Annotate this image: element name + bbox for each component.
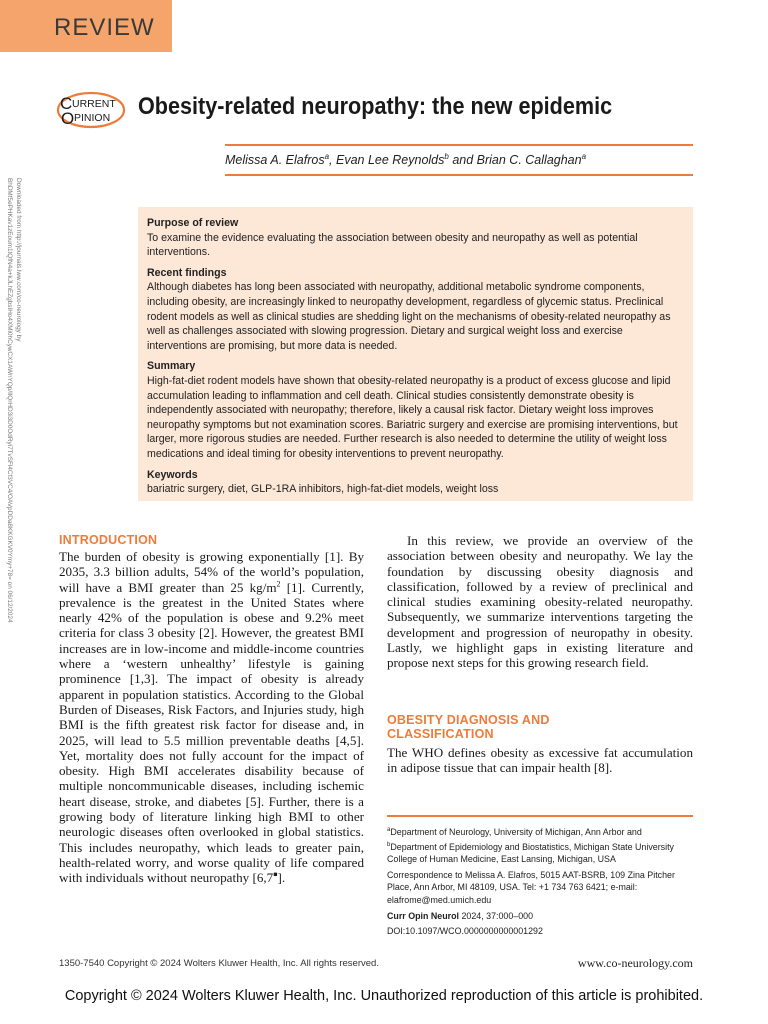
author-affiliation: a — [324, 152, 330, 161]
correspondence: Correspondence to Melissa A. Elafros, 5015 AAT-BSRB, 109 Zina Pitcher Place, Ann Arbor, MI 48109, USA. Tel: +1 734 763 6421; e-mail: elafrome@med.umich.edu — [387, 869, 675, 905]
overview-column — [387, 533, 693, 671]
download-notice — [8, 178, 40, 638]
footer-copyright: 1350-7540 Copyright © 2024 Wolters Kluwer Health, Inc. All rights reserved. — [59, 958, 379, 969]
introduction-heading: INTRODUCTION — [59, 533, 158, 547]
diagnosis-paragraph: The WHO defines obesity as excessive fat accumulation in adipose tissue that can impair health [8]. — [387, 745, 693, 776]
author-list: Melissa A. Elafros$^a$, Evan Lee Reynolds$^b$ and Brian C. Callaghan$^a$ — [225, 152, 587, 168]
footnotes — [387, 824, 693, 941]
author-name: Evan Lee Reynolds — [335, 153, 445, 168]
diagnosis-heading: OBESITY DIAGNOSIS AND CLASSIFICATION — [387, 713, 550, 741]
affiliations: $^a$Department of Neurology, University of Michigan, Ann Arbor and $^b$Department of Epidemiology and Biostatistics, Michigan State University College of Human Medicine, East Lansing, Michigan, USA — [387, 826, 674, 865]
title-rule — [225, 144, 693, 146]
logo-initial-o: O — [61, 109, 75, 128]
journal-website-link[interactable]: www.co-neurology.com — [577, 956, 693, 970]
download-notice-text: Downloaded from http://journals.lww.com/co-neurology by BhDMf5ePHKav1zEoum1tQfN4a+kJLhEZgbsIHo4XMi0hCywCX1AWnYQp/IlQrHD3i3D0OdRyi7TvSFl4Cf3VC4/OAVpDDa8KKGKV0Ymy+78= on 06/12/2024 — [6, 178, 22, 623]
article-title: Obesity-related neuropathy: the new epidemic — [138, 93, 613, 120]
introduction-column — [59, 533, 364, 886]
findings-heading: Recent findings — [147, 266, 227, 279]
citation-marker: ■ — [273, 870, 278, 879]
footnote-rule — [387, 815, 693, 817]
introduction-paragraph: The burden of obesity is growing exponentially [1]. By 2035, 3.3 billion adults, 54% of the world’s population, will have a BMI greater than 25 $kg/m^2$ [1]. Currently, prevalence is the greatest in the United States where nearly 42% of the population is obese and 9.2% meet criteria for class 3 obesity [2]. However, the greatest BMI increases are in low-income and middle-income countries where a ‘western unhealthy’ lifestyle is gaining prominence [1,3]. The impact of obesity is already apparent in population statistics. According to the Global Burden of Diseases, Risk Factors, and Injuries study, high BMI is the fifth greatest risk factor for disease and, in 2025, will lead to 5.5 million preventable deaths [4,5]. Yet, mortality does not fully account for the impact of obesity. High BMI accelerates disability because of multiple noncommunicable diseases, including ischemic heart disease, stroke, and diabetes [5]. Further, there is a growing body of literature linking high BMI to other neurologic diseases often overlooked in global statistics. This includes neuropathy, which leads to greater pain, health-related worry, and worse quality of life compared with individuals without neuropathy [6,7■]. — [59, 549, 364, 886]
author-affiliation: b — [444, 152, 449, 161]
logo-initial-c: C — [60, 94, 73, 113]
findings-text: Although diabetes has long been associated with neuropathy, additional metabolic syndrome components, including obesity, are increasingly linked to neuropathy development, regardless of glycemic status. Preclinical rodent models as well as clinical studies are shedding light on the mechanisms of obesity-related neuropathy as well as challenges associated with slowing progression. Dietary and surgical weight loss and exercise interventions are promising, but more data is needed. — [147, 281, 671, 352]
author-name: Melissa A. Elafros — [225, 153, 325, 168]
section-tab-label: REVIEW — [54, 14, 155, 41]
current-opinion-logo — [56, 90, 126, 130]
diagnosis-section — [387, 713, 693, 776]
logo-line1: URRENT — [72, 98, 116, 110]
keywords-text: bariatric surgery, diet, GLP-1RA inhibitors, high-fat-diet models, weight loss — [147, 483, 499, 496]
logo-line2: PINION — [74, 112, 111, 124]
doi: DOI:10.1097/WCO.0000000000001292 — [387, 926, 543, 937]
copyright-notice: Copyright © 2024 Wolters Kluwer Health, Inc. Unauthorized reproduction of this article is prohibited. — [64, 988, 704, 1004]
purpose-text: To examine the evidence evaluating the association between obesity and neuropathy as well as potential interventions. — [147, 231, 638, 259]
authors-rule — [225, 174, 693, 176]
overview-paragraph: In this review, we provide an overview of the association between obesity and neuropathy. We lay the foundation by discussing obesity diagnosis and classification, followed by a review of preclinical and clinical studies examining obesity-related neuropathy. Subsequently, we summarize interventions targeting the development and progression of neuropathy in obesity. Lastly, we highlight gaps in existing literature and propose next steps for this growing research field. — [387, 533, 693, 671]
summary-heading: Summary — [147, 360, 196, 373]
abstract-box — [138, 207, 693, 501]
author-name: Brian C. Callaghan — [476, 153, 582, 168]
author-affiliation: a — [581, 152, 587, 161]
summary-text: High-fat-diet rodent models have shown that obesity-related neuropathy is a product of excess glucose and lipid accumulation leading to inflammation and cell death. Clinical studies consistently demonstrate obesity is independently associated with neuropathy; therefore, likely a causal risk factor. Dietary weight loss improves neuropathy symptoms but not examination scores. Bariatric surgery and exercise are promising interventions, but larger, more rigorous studies are needed. Further research is also needed to determine the utility of weight loss medications and ideal timing for obesity interventions to prevent neuropathy. — [147, 374, 678, 460]
section-tab — [0, 0, 172, 52]
keywords-heading: Keywords — [147, 468, 198, 481]
purpose-heading: Purpose of review — [147, 217, 239, 229]
citation: Curr Opin Neurol 2024, 37:000–000 — [387, 910, 534, 921]
